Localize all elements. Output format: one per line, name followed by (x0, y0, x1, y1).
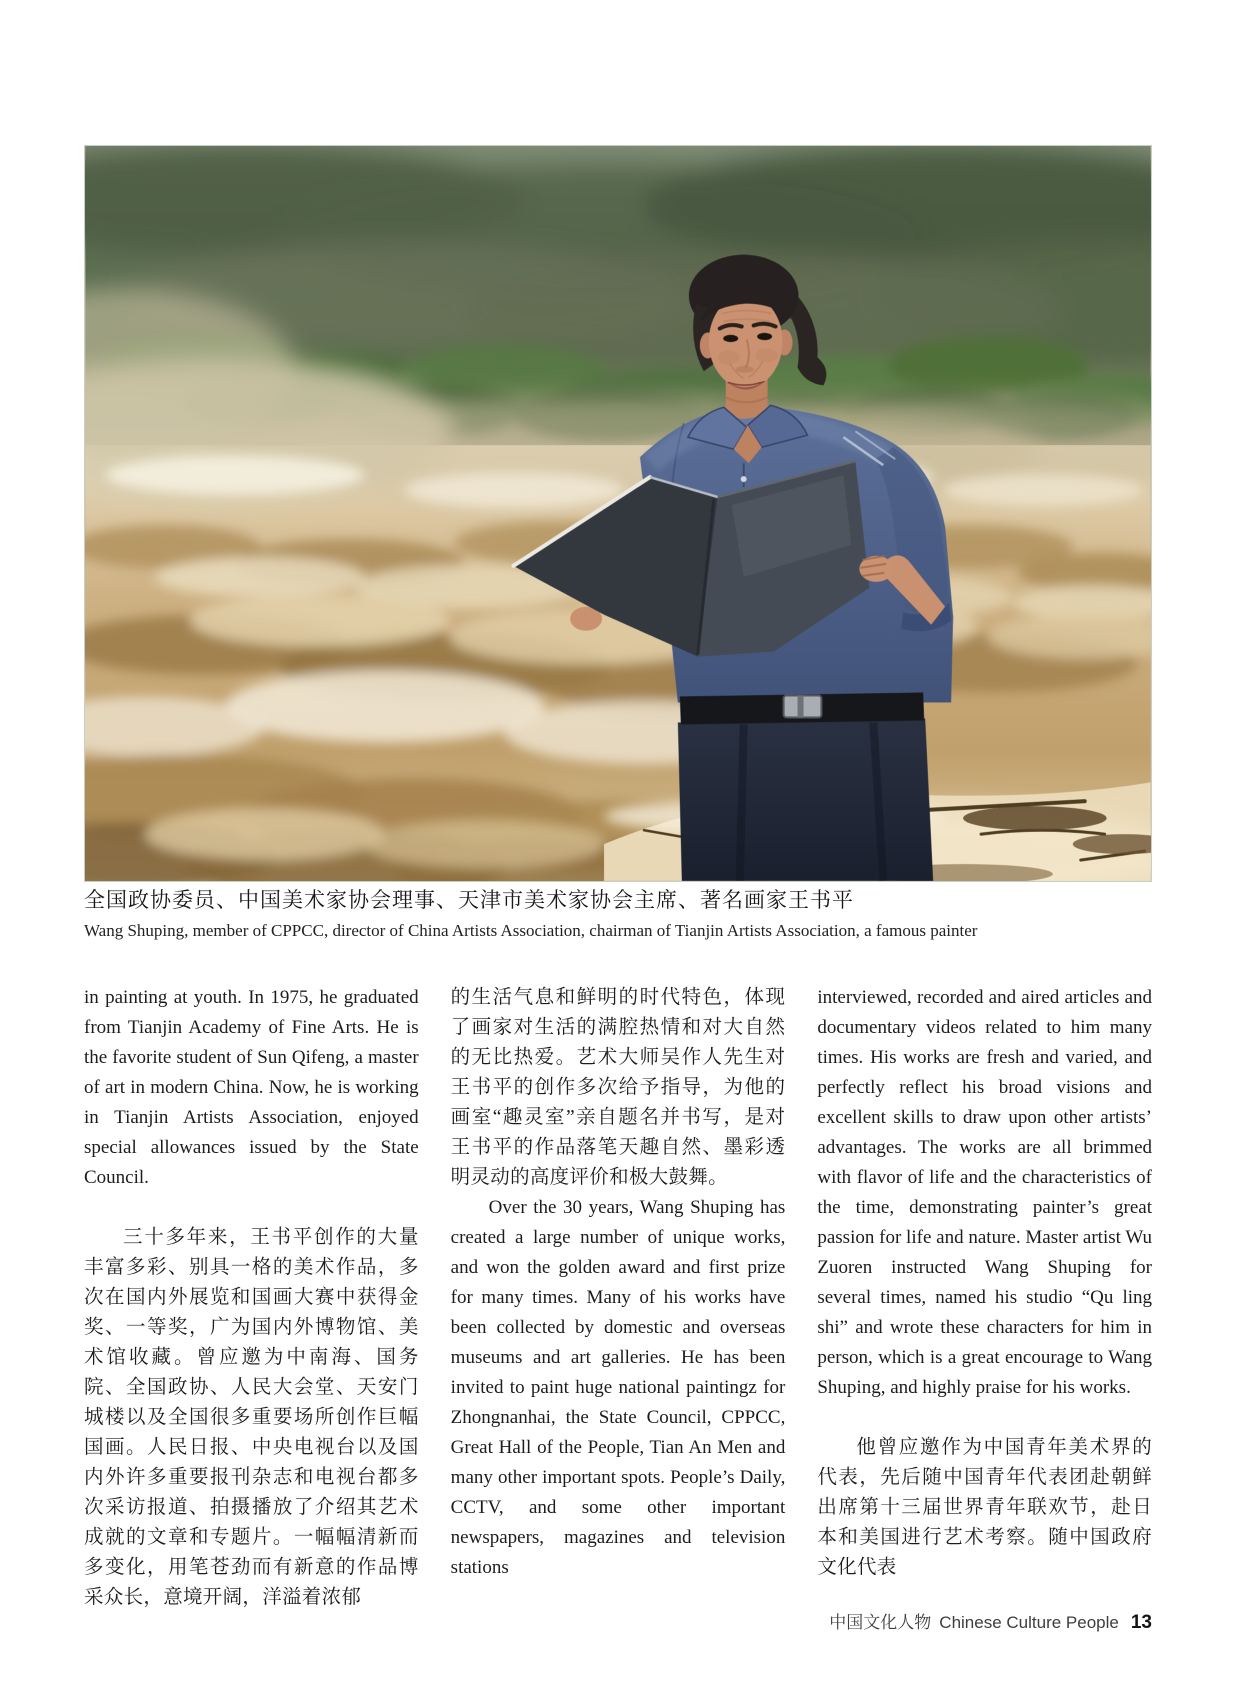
page-number: 13 (1130, 1612, 1152, 1633)
article-column-1 (84, 983, 419, 1613)
paragraph-en-continuation: interviewed, recorded and aired articles and documentary videos related to him many times. His works are fresh and varied, and perfectly reflect his broad visions and excellent skills to draw upon other artists’ advantages. The works are all brimmed with flavor of life and the characteristics of the time, demonstrating painter’s great passion for life and nature. Master artist Wu Zuoren instructed Wang Shuping for several times, named his studio “Qu ling shi” and wrote these characters for him in person, which is a great encourage to Wang Shuping, and highly praise for his works. (817, 987, 1153, 1398)
journal-name-zh: 中国文化人物 (829, 1613, 932, 1632)
paragraph-en-biography: in painting at youth. In 1975, he graduated from Tianjin Academy of Fine Arts. He is the favorite student of Sun Qifeng, a master of art in modern China. Now, he is working in Tianjin Artists Association, enjoyed special allowances issued by the State Council. (84, 987, 419, 1188)
page-footer (84, 1612, 1152, 1634)
trousers (678, 718, 933, 881)
article-column-3 (817, 983, 1152, 1613)
paragraph-zh-delegation: 他曾应邀作为中国青年美术界的代表，先后随中国青年代表团赴朝鲜出席第十三届世界青年联欢节，赴日本和美国进行艺术考察。随中国政府文化代表 (817, 1437, 1153, 1578)
feature-photo (84, 145, 1152, 882)
journal-name-en: Chinese Culture People (939, 1613, 1119, 1632)
article-body (84, 983, 1152, 1613)
hukou-waterfall-scene (85, 146, 1151, 881)
paragraph-zh-continuation: 的生活气息和鲜明的时代特色，体现了画家对生活的满腔热情和对大自然的无比热爱。艺术大师吴作人先生对王书平的创作多次给予指导，为他的画室“趣灵室”亲自题名并书写，是对王书平的作品落笔天趣自然、墨彩透明灵动的高度评价和极大鼓舞。 (450, 987, 786, 1188)
photo-caption-zh: 全国政协委员、中国美术家协会理事、天津市美术家协会主席、著名画家王书平 (84, 888, 854, 912)
photo-caption-en: Wang Shuping, member of CPPCC, director of China Artists Association, chairman of Tianjin Artists Association, a famous painter (84, 921, 978, 940)
paragraph-zh-achievements: 三十多年来，王书平创作的大量丰富多彩、别具一格的美术作品，多次在国内外展览和国画大赛中获得金奖、一等奖，广为国内外博物馆、美术馆收藏。曾应邀为中南海、国务院、全国政协、人民大会堂、天安门城楼以及全国很多重要场所创作巨幅国画。人民日报、中央电视台以及国内外许多重要报刊杂志和电视台都多次采访报道、拍摄播放了介绍其艺术成就的文章和专题片。一幅幅清新而多变化，用笔苍劲而有新意的作品博采众长，意境开阔，洋溢着浓郁 (84, 1227, 419, 1608)
paragraph-en-achievements: Over the 30 years, Wang Shuping has created a large number of unique works, and won the golden award and first prize for many times. Many of his works have been collected by domestic and overseas museums and art galleries. He has been invited to paint huge national paintingz for Zhongnanhai, the State Council, CPPCC, Great Hall of the People, Tian An Men and many other important spots. People’s Daily, CCTV, and some other important newspapers, magazines and television stations (450, 1197, 786, 1578)
article-column-2 (451, 983, 786, 1613)
